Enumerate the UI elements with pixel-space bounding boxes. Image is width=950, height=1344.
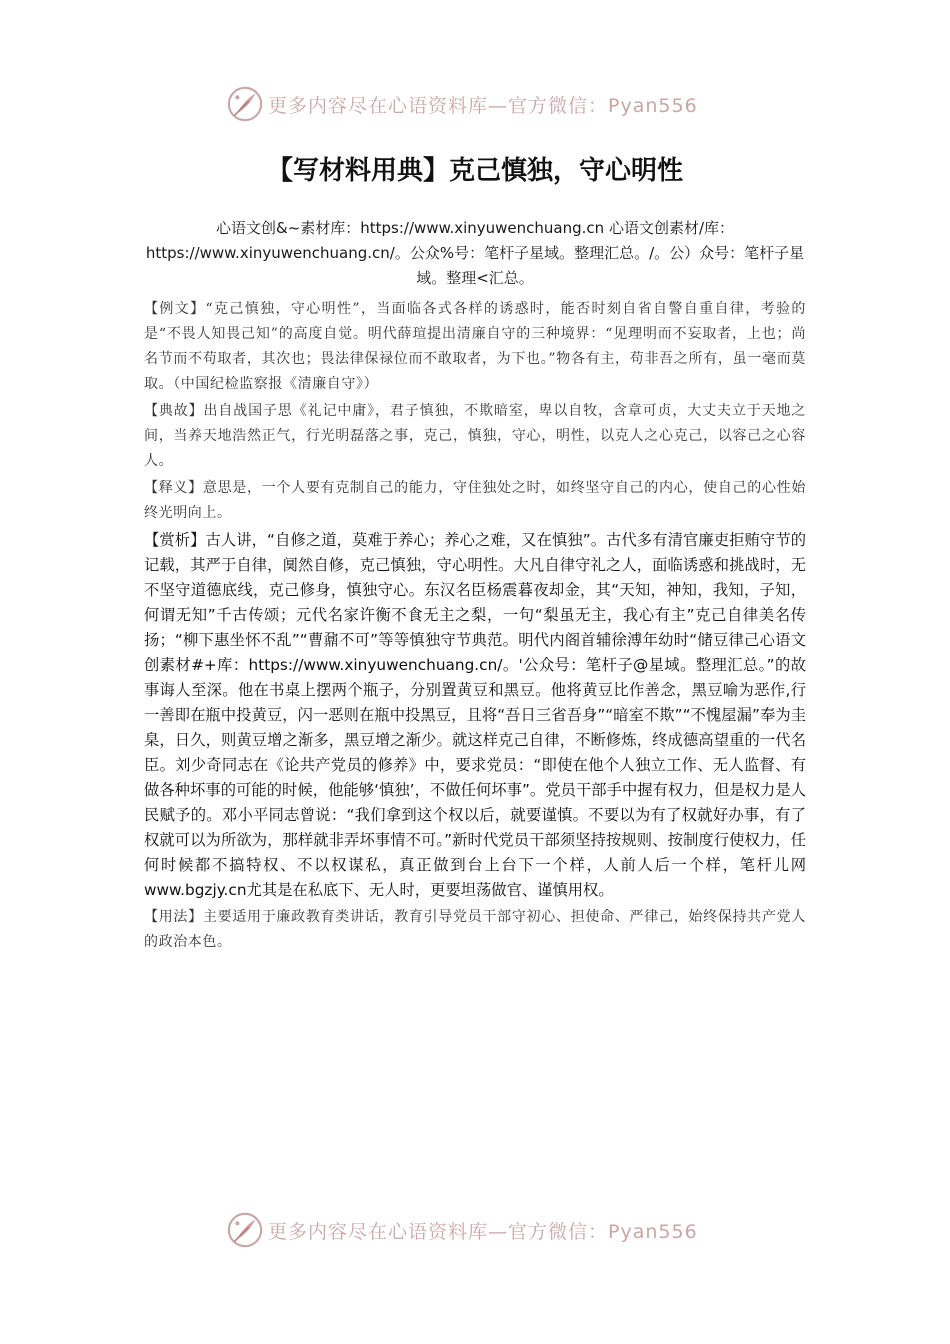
header-banner bbox=[226, 82, 726, 126]
section-allusion: 【典故】出自战国子思《礼记中庸》，君子慎独，不欺暗室，卑以自牧，含章可贞，大丈夫立于天地之间，当养天地浩然正气，行光明磊落之事，克己，慎独，守心，明性，以克人之心克己，以容己之心容人。 bbox=[144, 403, 806, 469]
footer-banner bbox=[226, 1208, 726, 1252]
section-meaning: 【释义】意思是，一个人要有克制自己的能力，守住独处之时，如终坚守自己的内心，使自己的心性始终光明向上。 bbox=[144, 480, 806, 521]
banner-text: 更多内容尽在心语资料库—官方微信：Pyan556 bbox=[268, 1220, 698, 1243]
feather-pen-logo-icon bbox=[226, 85, 264, 123]
section-appreciation: 【赏析】古人讲，“自修之道，莫难于养心；养心之难，又在慎独”。古代多有清官廉吏拒贿守节的记载，其严于自律，阒然自修，克己慎独，守心明性。大凡自律守礼之人，面临诱惑和挑战时，无不坚守道德底线，克己修身，慎独守心。东汉名臣杨震暮夜却金，其“天知，神知，我知，子知，何谓无知”千古传颂；元代名家许衡不食无主之梨，一句“梨虽无主，我心有主”克己自律美名传扬；“柳下惠坐怀不乱”“曹鼐不可”等等慎独守节典范。明代内阁首辅徐溥年幼时“储豆律己心语文创素材#+库：https://www.xinyuwenchuang.cn/。'公众号：笔杆子@星域。整理汇总。”的故事诲人至深。他在书桌上摆两个瓶子，分别置黄豆和黑豆。他将黄豆比作善念，黑豆喻为恶作,行一善即在瓶中投黄豆，闪一恶则在瓶中投黑豆，且将“吾日三省吾身”“暗室不欺”“不愧屋漏”奉为圭臬，日久，则黄豆增之渐多，黑豆增之渐少。就这样克己自律，不断修炼，终成德高望重的一代名臣。刘少奇同志在《论共产党员的修养》中，要求党员：“即使在他个人独立工作、无人监督、有做各种坏事的可能的时候，他能够‘慎独’，不做任何坏事”。党员干部手中握有权力，但是权力是人民赋予的。邓小平同志曾说：“我们拿到这个权以后，就要谨慎。不要以为有了权就好办事，有了权就可以为所欲为，那样就非弄坏事情不可。”新时代党员干部须坚持按规则、按制度行使权力，任何时候都不搞特权、不以权谋私，真正做到台上台下一个样，人前人后一个样，笔杆儿网www.bgzjy.cn尤其是在私底下、无人时，更要坦荡做官、谨慎用权。 bbox=[144, 531, 806, 899]
wechat-id: Pyan556 bbox=[608, 1220, 698, 1243]
banner-text: 更多内容尽在心语资料库—官方微信：Pyan556 bbox=[268, 94, 698, 117]
section-example: 【例文】“克己慎独，守心明性”，当面临各式各样的诱惑时，能否时刻自省自警自重自律，考验的是“不畏人知畏己知”的高度自觉。明代薛瑄提出清廉自守的三种境界：“见理明而不妄取者，上也；尚名节而不苟取者，其次也；畏法律保禄位而不敢取者，为下也。”物各有主，苟非吾之所有，虽一毫而莫取。（中国纪检监察报《清廉自守》） bbox=[144, 301, 806, 392]
article-body bbox=[144, 216, 806, 957]
wechat-id: Pyan556 bbox=[608, 94, 698, 117]
page-title: 【写材料用典】克己慎独，守心明性 bbox=[266, 156, 683, 186]
feather-pen-logo-icon bbox=[226, 1211, 264, 1249]
source-line: 心语文创&~素材库：https://www.xinyuwenchuang.cn 心语文创素材/库：https://www.xinyuwenchuang.cn/。公众%号：笔杆子星域。整理汇总。/。公）众号：笔杆子星域。整理<汇总。 bbox=[145, 219, 805, 287]
section-usage: 【用法】主要适用于廉政教育类讲话，教育引导党员干部守初心、担使命、严律己，始终保持共产党人的政治本色。 bbox=[144, 909, 806, 950]
